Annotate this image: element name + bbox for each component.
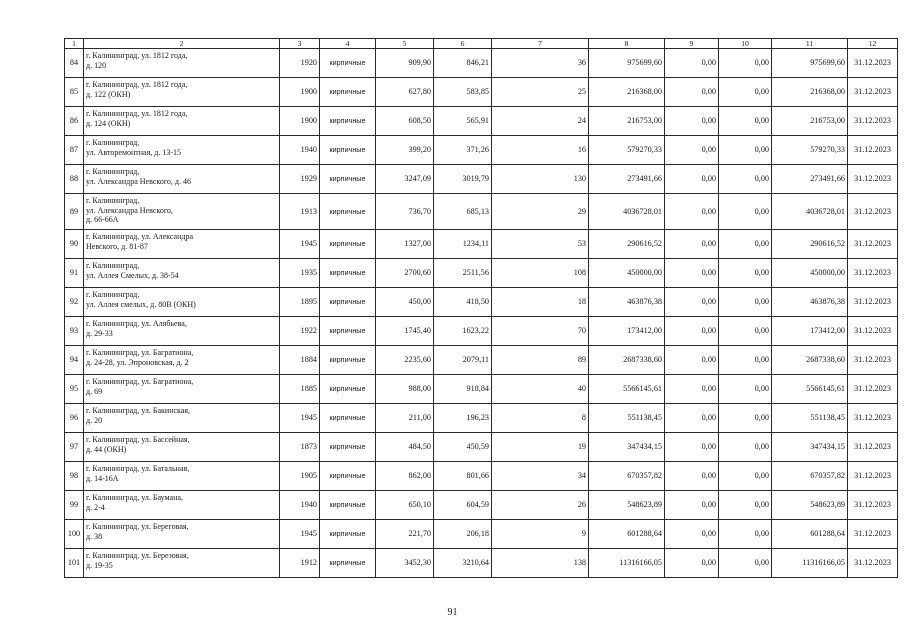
value-cell: 909,90 (376, 49, 434, 78)
value-cell: 371,26 (434, 136, 492, 165)
value-cell: 0,00 (719, 346, 772, 375)
date-cell: 31.12.2023 (848, 462, 898, 491)
address-cell: г. Калининград, ул. Александра Невского, д. 66-66А (84, 194, 280, 230)
row-number: 97 (65, 433, 84, 462)
address-cell: г. Калининград, ул. Бакинская, д. 20 (84, 404, 280, 433)
year-cell: 1905 (280, 462, 320, 491)
cost-cell: 2687338,60 (589, 346, 665, 375)
table-row (65, 107, 898, 136)
address-cell: г. Калининград, ул. Батальная, д. 14-16А (84, 462, 280, 491)
year-cell: 1900 (280, 78, 320, 107)
address-cell: г. Калининград, ул. Аллея Смелых, д. 38-54 (84, 259, 280, 288)
table-row (65, 49, 898, 78)
address-cell: г. Калининград, ул. Березовая, д. 19-35 (84, 549, 280, 578)
value-cell: 0,00 (719, 288, 772, 317)
total-cell: 273491,66 (772, 165, 848, 194)
address-cell: г. Калининград, ул. 1812 года, д. 124 (ОКН) (84, 107, 280, 136)
value-cell: 3452,30 (376, 549, 434, 578)
table-row (65, 259, 898, 288)
material-cell: кирпичные (320, 520, 376, 549)
value-cell: 0,00 (665, 549, 719, 578)
total-cell: 216753,00 (772, 107, 848, 136)
date-cell: 31.12.2023 (848, 230, 898, 259)
table-row (65, 78, 898, 107)
cost-cell: 290616,52 (589, 230, 665, 259)
value-cell: 0,00 (665, 49, 719, 78)
year-cell: 1895 (280, 288, 320, 317)
date-cell: 31.12.2023 (848, 549, 898, 578)
table-row (65, 462, 898, 491)
value-cell: 0,00 (665, 346, 719, 375)
date-cell: 31.12.2023 (848, 165, 898, 194)
date-cell: 31.12.2023 (848, 288, 898, 317)
address-cell: г. Калининград, ул. Аллея смелых, д. 80В (ОКН) (84, 288, 280, 317)
value-cell: 2511,56 (434, 259, 492, 288)
year-cell: 1884 (280, 346, 320, 375)
value-cell: 0,00 (665, 317, 719, 346)
count-cell: 70 (492, 317, 589, 346)
year-cell: 1885 (280, 375, 320, 404)
year-cell: 1900 (280, 107, 320, 136)
value-cell: 2235,60 (376, 346, 434, 375)
address-cell: г. Калининград, ул. Алябьева, д. 29-33 (84, 317, 280, 346)
value-cell: 0,00 (665, 165, 719, 194)
row-number: 94 (65, 346, 84, 375)
value-cell: 604,59 (434, 491, 492, 520)
table-row (65, 230, 898, 259)
table-row (65, 375, 898, 404)
table-row (65, 346, 898, 375)
value-cell: 650,10 (376, 491, 434, 520)
date-cell: 31.12.2023 (848, 491, 898, 520)
value-cell: 2700,60 (376, 259, 434, 288)
row-number: 84 (65, 49, 84, 78)
table-row (65, 491, 898, 520)
total-cell: 463876,38 (772, 288, 848, 317)
count-cell: 130 (492, 165, 589, 194)
row-number: 85 (65, 78, 84, 107)
value-cell: 1745,40 (376, 317, 434, 346)
total-cell: 5566145,61 (772, 375, 848, 404)
column-header: 10 (719, 39, 772, 49)
value-cell: 0,00 (665, 107, 719, 136)
year-cell: 1945 (280, 520, 320, 549)
year-cell: 1929 (280, 165, 320, 194)
value-cell: 196,23 (434, 404, 492, 433)
total-cell: 347434,15 (772, 433, 848, 462)
table-row (65, 194, 898, 230)
value-cell: 736,70 (376, 194, 434, 230)
cost-cell: 347434,15 (589, 433, 665, 462)
row-number: 90 (65, 230, 84, 259)
value-cell: 0,00 (665, 404, 719, 433)
date-cell: 31.12.2023 (848, 78, 898, 107)
table-row (65, 520, 898, 549)
count-cell: 24 (492, 107, 589, 136)
value-cell: 0,00 (719, 230, 772, 259)
row-number: 92 (65, 288, 84, 317)
row-number: 87 (65, 136, 84, 165)
value-cell: 0,00 (719, 317, 772, 346)
date-cell: 31.12.2023 (848, 375, 898, 404)
column-header: 4 (320, 39, 376, 49)
count-cell: 29 (492, 194, 589, 230)
column-header: 1 (65, 39, 84, 49)
count-cell: 89 (492, 346, 589, 375)
value-cell: 0,00 (719, 404, 772, 433)
total-cell: 4036728,01 (772, 194, 848, 230)
value-cell: 1623,22 (434, 317, 492, 346)
count-cell: 36 (492, 49, 589, 78)
address-cell: г. Калининград, ул. 1812 года, д. 122 (ОКН) (84, 78, 280, 107)
total-cell: 216368,00 (772, 78, 848, 107)
material-cell: кирпичные (320, 462, 376, 491)
material-cell: кирпичные (320, 491, 376, 520)
count-cell: 19 (492, 433, 589, 462)
date-cell: 31.12.2023 (848, 259, 898, 288)
material-cell: кирпичные (320, 194, 376, 230)
cost-cell: 975699,60 (589, 49, 665, 78)
address-cell: г. Калининград, ул. 1812 года, д. 120 (84, 49, 280, 78)
material-cell: кирпичные (320, 404, 376, 433)
value-cell: 0,00 (719, 462, 772, 491)
value-cell: 3019,79 (434, 165, 492, 194)
value-cell: 627,80 (376, 78, 434, 107)
value-cell: 0,00 (719, 491, 772, 520)
cost-cell: 173412,00 (589, 317, 665, 346)
cost-cell: 216753,00 (589, 107, 665, 136)
total-cell: 601288,64 (772, 520, 848, 549)
year-cell: 1920 (280, 49, 320, 78)
row-number: 96 (65, 404, 84, 433)
total-cell: 11316166,05 (772, 549, 848, 578)
value-cell: 484,50 (376, 433, 434, 462)
year-cell: 1912 (280, 549, 320, 578)
date-cell: 31.12.2023 (848, 49, 898, 78)
value-cell: 0,00 (665, 288, 719, 317)
year-cell: 1935 (280, 259, 320, 288)
date-cell: 31.12.2023 (848, 107, 898, 136)
row-number: 86 (65, 107, 84, 136)
value-cell: 399,20 (376, 136, 434, 165)
column-header: 7 (492, 39, 589, 49)
cost-cell: 216368,00 (589, 78, 665, 107)
value-cell: 685,13 (434, 194, 492, 230)
year-cell: 1945 (280, 230, 320, 259)
value-cell: 0,00 (719, 375, 772, 404)
value-cell: 206,18 (434, 520, 492, 549)
total-cell: 290616,52 (772, 230, 848, 259)
date-cell: 31.12.2023 (848, 194, 898, 230)
material-cell: кирпичные (320, 107, 376, 136)
year-cell: 1945 (280, 404, 320, 433)
cost-cell: 601288,64 (589, 520, 665, 549)
value-cell: 1234,11 (434, 230, 492, 259)
table-header-row (65, 39, 898, 49)
material-cell: кирпичные (320, 78, 376, 107)
table-row (65, 404, 898, 433)
value-cell: 3210,64 (434, 549, 492, 578)
value-cell: 583,85 (434, 78, 492, 107)
value-cell: 0,00 (719, 165, 772, 194)
count-cell: 9 (492, 520, 589, 549)
table-body (65, 49, 898, 578)
address-cell: г. Калининград, ул. Александра Невского, д. 46 (84, 165, 280, 194)
count-cell: 53 (492, 230, 589, 259)
value-cell: 988,00 (376, 375, 434, 404)
table-row (65, 136, 898, 165)
cost-cell: 450000,00 (589, 259, 665, 288)
table-row (65, 288, 898, 317)
count-cell: 8 (492, 404, 589, 433)
column-header: 5 (376, 39, 434, 49)
year-cell: 1940 (280, 491, 320, 520)
column-header: 3 (280, 39, 320, 49)
cost-cell: 551138,45 (589, 404, 665, 433)
date-cell: 31.12.2023 (848, 346, 898, 375)
count-cell: 34 (492, 462, 589, 491)
address-cell: г. Калининград, ул. Баумана, д. 2-4 (84, 491, 280, 520)
value-cell: 0,00 (719, 259, 772, 288)
value-cell: 0,00 (719, 194, 772, 230)
material-cell: кирпичные (320, 433, 376, 462)
address-cell: г. Калининград, ул. Багратиона, д. 69 (84, 375, 280, 404)
count-cell: 25 (492, 78, 589, 107)
count-cell: 138 (492, 549, 589, 578)
address-cell: г. Калининград, ул. Авторемонтная, д. 13-15 (84, 136, 280, 165)
cost-cell: 4036728,01 (589, 194, 665, 230)
row-number: 101 (65, 549, 84, 578)
count-cell: 40 (492, 375, 589, 404)
total-cell: 2687338,60 (772, 346, 848, 375)
material-cell: кирпичные (320, 288, 376, 317)
year-cell: 1922 (280, 317, 320, 346)
value-cell: 608,50 (376, 107, 434, 136)
column-header: 9 (665, 39, 719, 49)
value-cell: 418,50 (434, 288, 492, 317)
material-cell: кирпичные (320, 549, 376, 578)
row-number: 88 (65, 165, 84, 194)
value-cell: 846,21 (434, 49, 492, 78)
cost-cell: 670357,82 (589, 462, 665, 491)
row-number: 100 (65, 520, 84, 549)
value-cell: 0,00 (665, 194, 719, 230)
value-cell: 1327,00 (376, 230, 434, 259)
material-cell: кирпичные (320, 346, 376, 375)
count-cell: 16 (492, 136, 589, 165)
value-cell: 450,00 (376, 288, 434, 317)
material-cell: кирпичные (320, 375, 376, 404)
value-cell: 0,00 (665, 136, 719, 165)
year-cell: 1940 (280, 136, 320, 165)
material-cell: кирпичные (320, 165, 376, 194)
count-cell: 26 (492, 491, 589, 520)
material-cell: кирпичные (320, 49, 376, 78)
page-number: 91 (447, 607, 458, 618)
date-cell: 31.12.2023 (848, 404, 898, 433)
value-cell: 801,66 (434, 462, 492, 491)
total-cell: 450000,00 (772, 259, 848, 288)
total-cell: 670357,82 (772, 462, 848, 491)
row-number: 89 (65, 194, 84, 230)
row-number: 99 (65, 491, 84, 520)
value-cell: 0,00 (719, 136, 772, 165)
value-cell: 565,91 (434, 107, 492, 136)
value-cell: 0,00 (665, 520, 719, 549)
column-header: 12 (848, 39, 898, 49)
cost-cell: 5566145,61 (589, 375, 665, 404)
total-cell: 173412,00 (772, 317, 848, 346)
value-cell: 0,00 (665, 230, 719, 259)
date-cell: 31.12.2023 (848, 317, 898, 346)
value-cell: 0,00 (719, 49, 772, 78)
total-cell: 579270,33 (772, 136, 848, 165)
column-header: 2 (84, 39, 280, 49)
date-cell: 31.12.2023 (848, 136, 898, 165)
value-cell: 0,00 (719, 78, 772, 107)
cost-cell: 273491,66 (589, 165, 665, 194)
column-header: 8 (589, 39, 665, 49)
value-cell: 0,00 (665, 462, 719, 491)
count-cell: 108 (492, 259, 589, 288)
table-row (65, 317, 898, 346)
date-cell: 31.12.2023 (848, 520, 898, 549)
value-cell: 0,00 (665, 433, 719, 462)
address-cell: г. Калининград, ул. Багратиона, д. 24-28, ул. Эпроновская, д. 2 (84, 346, 280, 375)
row-number: 93 (65, 317, 84, 346)
address-cell: г. Калининград, ул. Александра Невского, д. 81-87 (84, 230, 280, 259)
value-cell: 0,00 (665, 375, 719, 404)
value-cell: 0,00 (719, 520, 772, 549)
value-cell: 862,00 (376, 462, 434, 491)
value-cell: 0,00 (665, 259, 719, 288)
material-cell: кирпичные (320, 136, 376, 165)
year-cell: 1873 (280, 433, 320, 462)
address-cell: г. Калининград, ул. Береговая, д. 38 (84, 520, 280, 549)
table-row (65, 433, 898, 462)
register-table (64, 38, 898, 578)
row-number: 95 (65, 375, 84, 404)
year-cell: 1913 (280, 194, 320, 230)
register-table-wrapper (64, 38, 898, 578)
cost-cell: 548623,89 (589, 491, 665, 520)
row-number: 98 (65, 462, 84, 491)
value-cell: 3247,09 (376, 165, 434, 194)
column-header: 6 (434, 39, 492, 49)
total-cell: 551138,45 (772, 404, 848, 433)
value-cell: 2079,11 (434, 346, 492, 375)
address-cell: г. Калининград, ул. Бассейная, д. 44 (ОКН) (84, 433, 280, 462)
cost-cell: 463876,38 (589, 288, 665, 317)
date-cell: 31.12.2023 (848, 433, 898, 462)
row-number: 91 (65, 259, 84, 288)
value-cell: 0,00 (719, 107, 772, 136)
value-cell: 0,00 (719, 549, 772, 578)
value-cell: 450,59 (434, 433, 492, 462)
value-cell: 918,84 (434, 375, 492, 404)
cost-cell: 579270,33 (589, 136, 665, 165)
value-cell: 211,00 (376, 404, 434, 433)
material-cell: кирпичные (320, 230, 376, 259)
value-cell: 0,00 (665, 491, 719, 520)
count-cell: 18 (492, 288, 589, 317)
table-row (65, 549, 898, 578)
table-row (65, 165, 898, 194)
value-cell: 221,70 (376, 520, 434, 549)
total-cell: 975699,60 (772, 49, 848, 78)
material-cell: кирпичные (320, 317, 376, 346)
cost-cell: 11316166,05 (589, 549, 665, 578)
column-header: 11 (772, 39, 848, 49)
value-cell: 0,00 (719, 433, 772, 462)
total-cell: 548623,89 (772, 491, 848, 520)
material-cell: кирпичные (320, 259, 376, 288)
value-cell: 0,00 (665, 78, 719, 107)
